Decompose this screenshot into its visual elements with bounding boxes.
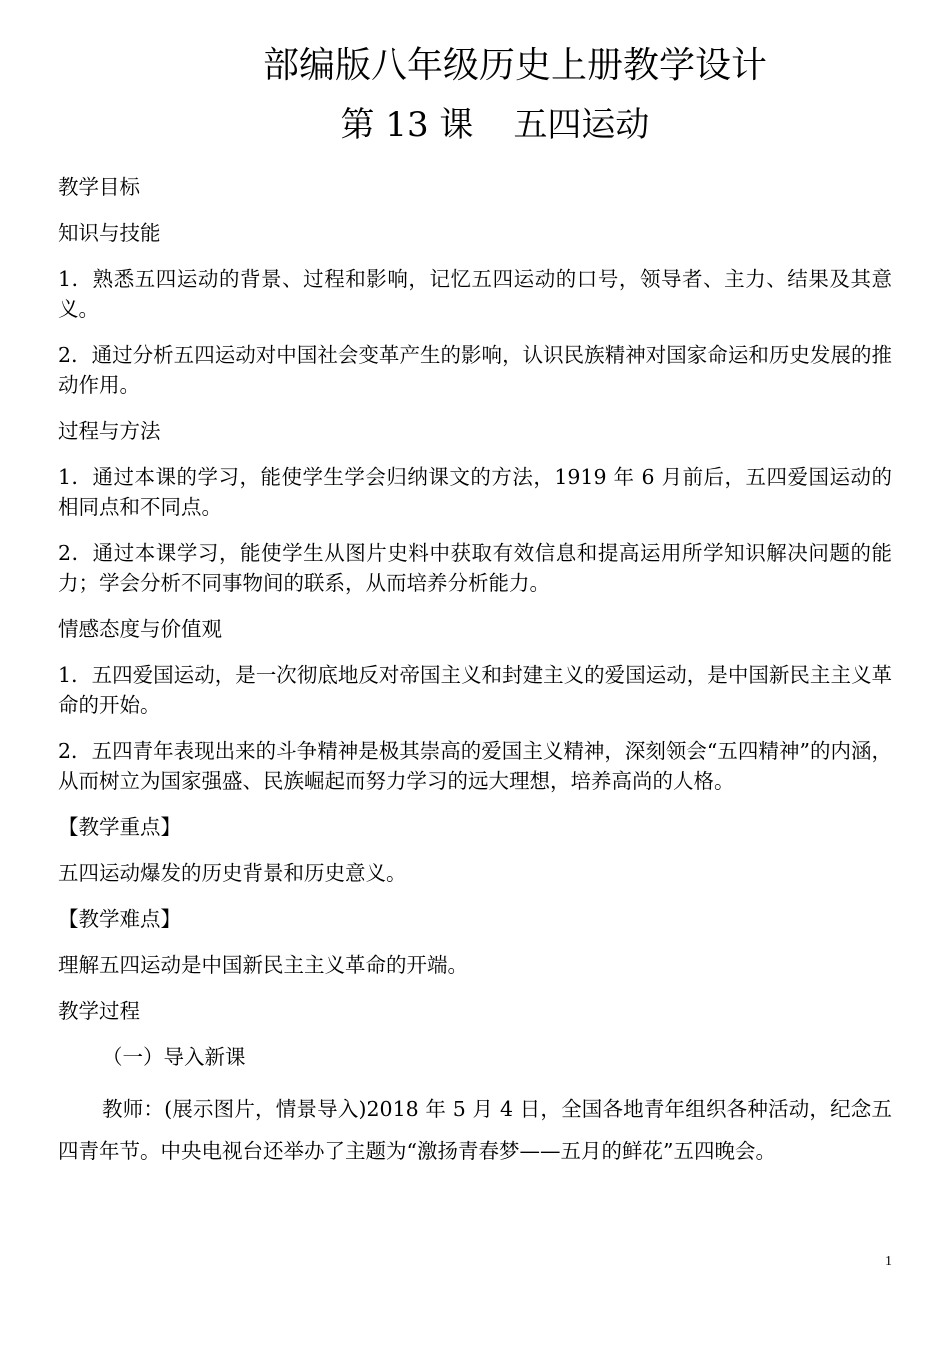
teaching-process-heading: 教学过程 [58,999,140,1023]
key-points-text: 五四运动爆发的历史背景和历史意义。 [58,861,407,885]
emotion-item-2: 2．五四青年表现出来的斗争精神是极其崇高的爱国主义精神，深刻领会“五四精神”的内涵，从而树立为国家强盛、民族崛起而努力学习的远大理想，培养高尚的人格。 [58,739,892,793]
document-title: 部编版八年级历史上册教学设计 [262,45,767,86]
knowledge-item-1: 1．熟悉五四运动的背景、过程和影响，记忆五四运动的口号，领导者、主力、结果及其意义。 [58,267,892,321]
intro-text: 教师：(展示图片，情景导入)2018 年 5 月 4 日，全国各地青年组织各种活动，纪念五四青年节。中央电视台还举办了主题为“激扬青春梦——五月的鲜花”五四晚会。 [58,1097,892,1163]
document-body [58,172,892,1172]
process-heading: 过程与方法 [58,419,161,443]
process-item-2: 2．通过本课学习，能使学生从图片史料中获取有效信息和提高运用所学知识解决问题的能力；学会分析不同事物间的联系，从而培养分析能力。 [58,541,892,595]
lesson-number: 第 13 课 [340,105,474,145]
knowledge-item-2: 2．通过分析五四运动对中国社会变革产生的影响，认识民族精神对国家命运和历史发展的推动作用。 [58,343,892,397]
goals-heading: 教学目标 [58,175,140,199]
emotion-heading: 情感态度与价值观 [58,617,222,641]
lesson-topic: 五四运动 [513,105,650,145]
key-points-heading: 【教学重点】 [58,815,181,839]
difficulty-heading: 【教学难点】 [58,907,181,931]
page-number: 1 [885,1254,892,1269]
emotion-item-1: 1．五四爱国运动，是一次彻底地反对帝国主义和封建主义的爱国运动，是中国新民主主义革命的开始。 [58,663,892,717]
intro-heading: （一）导入新课 [102,1045,246,1069]
difficulty-text: 理解五四运动是中国新民主主义革命的开端。 [58,953,468,977]
process-item-1: 1．通过本课的学习，能使学生学会归纳课文的方法，1919 年 6 月前后，五四爱国运动的相同点和不同点。 [58,465,892,519]
knowledge-heading: 知识与技能 [58,221,161,245]
lesson-title [0,100,950,150]
